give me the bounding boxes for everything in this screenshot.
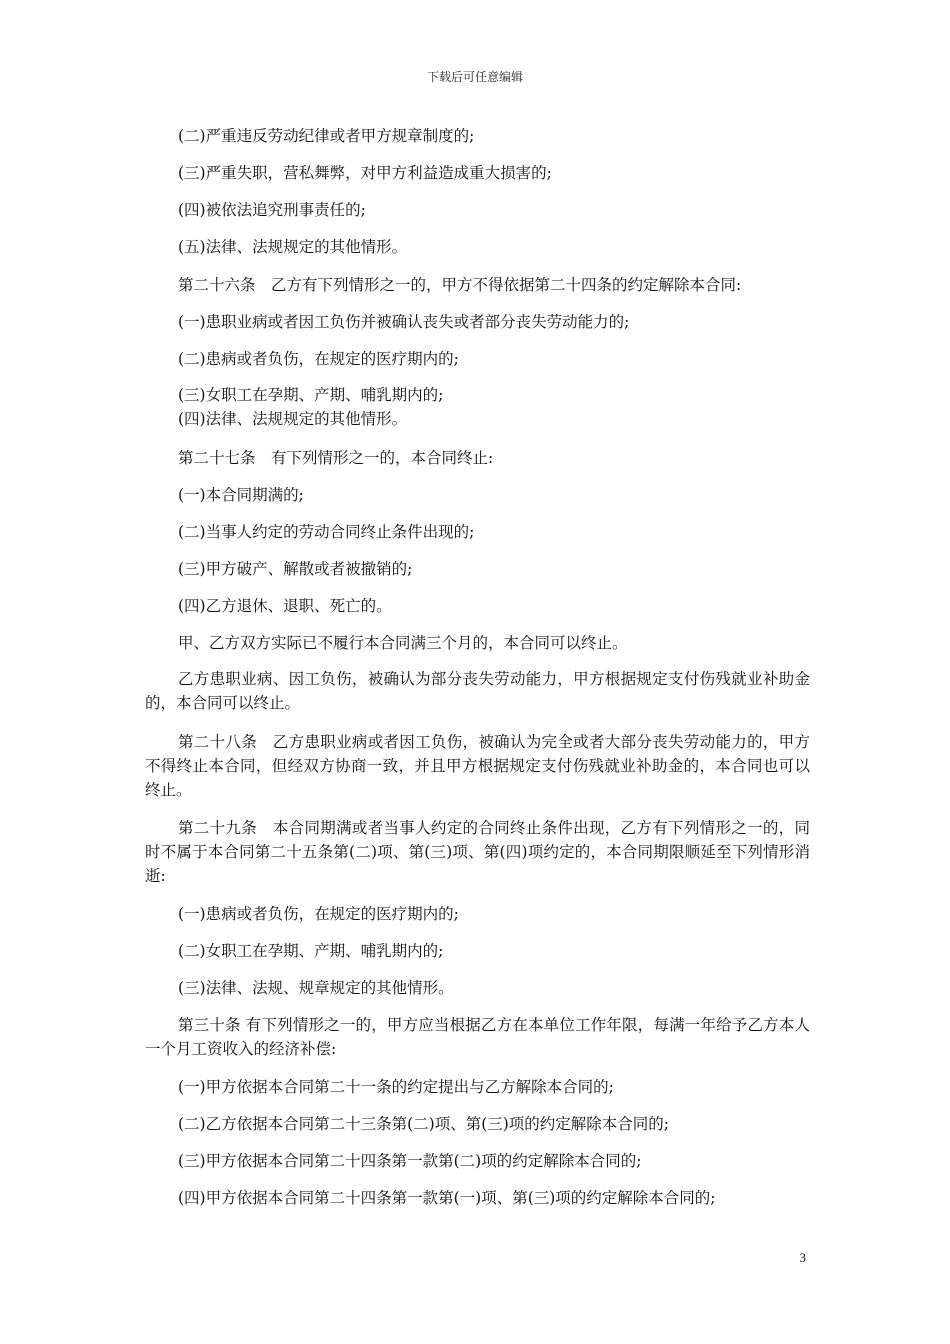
clause-item: (四)被依法追究刑事责任的; [178, 201, 366, 219]
clause-item: (二)患病或者负伤，在规定的医疗期内的; [178, 350, 459, 368]
page-number: 3 [799, 1250, 806, 1265]
clause-item: (二)乙方依据本合同第二十三条第(二)项、第(三)项的约定解除本合同的; [178, 1115, 670, 1133]
clause-item: (五)法律、法规规定的其他情形。 [178, 238, 408, 256]
clause-item: (一)甲方依据本合同第二十一条的约定提出与乙方解除本合同的; [178, 1078, 614, 1096]
clause-item: (三)严重失职，营私舞弊，对甲方利益造成重大损害的; [178, 164, 552, 182]
article-28: 第二十八条 乙方患职业病或者因工负伤，被确认为完全或者大部分丧失劳动能力的，甲方不得终止本合同，但经双方协商一致，并且甲方根据规定支付伤残就业补助金的，本合同也可以终止。 [145, 733, 810, 799]
clause-item: (三)甲方依据本合同第二十四条第一款第(二)项的约定解除本合同的; [178, 1152, 642, 1170]
clause-item: (一)本合同期满的; [178, 486, 304, 504]
article-26: 第二十六条 乙方有下列情形之一的，甲方不得依据第二十四条的约定解除本合同: [178, 276, 742, 294]
clause-item: (二)当事人约定的劳动合同终止条件出现的; [178, 523, 475, 541]
clause-item: (三)甲方破产、解散或者被撤销的; [178, 560, 413, 578]
clause-item: (三)女职工在孕期、产期、哺乳期内的; [178, 386, 444, 404]
clause-item: (一)患病或者负伤，在规定的医疗期内的; [178, 905, 459, 923]
article-27: 第二十七条 有下列情形之一的，本合同终止: [178, 449, 494, 467]
clause-item: (一)患职业病或者因工负伤并被确认丧失或者部分丧失劳动能力的; [178, 313, 630, 331]
article-30: 第三十条 有下列情形之一的，甲方应当根据乙方在本单位工作年限，每满一年给予乙方本人一个月工资收入的经济补偿: [145, 1016, 810, 1058]
article-29: 第二十九条 本合同期满或者当事人约定的合同终止条件出现，乙方有下列情形之一的，同时不属于本合同第二十五条第(二)项、第(三)项、第(四)项约定的，本合同期限顺延至下列情形消逝: [145, 819, 810, 885]
clause-item: (四)甲方依据本合同第二十四条第一款第(一)项、第(三)项的约定解除本合同的; [178, 1189, 716, 1207]
clause-item: (二)女职工在孕期、产期、哺乳期内的; [178, 942, 444, 960]
clause-item: (三)法律、法规、规章规定的其他情形。 [178, 979, 454, 997]
page-header: 下载后可任意编辑 [426, 70, 523, 84]
clause-item: (二)严重违反劳动纪律或者甲方规章制度的; [178, 127, 475, 145]
paragraph: 甲、乙方双方实际已不履行本合同满三个月的，本合同可以终止。 [178, 634, 628, 652]
paragraph: 乙方患职业病、因工负伤，被确认为部分丧失劳动能力，甲方根据规定支付伤残就业补助金的，本合同可以终止。 [145, 670, 810, 712]
clause-item: (四)乙方退休、退职、死亡的。 [178, 597, 392, 615]
clause-item: (四)法律、法规规定的其他情形。 [178, 410, 408, 428]
